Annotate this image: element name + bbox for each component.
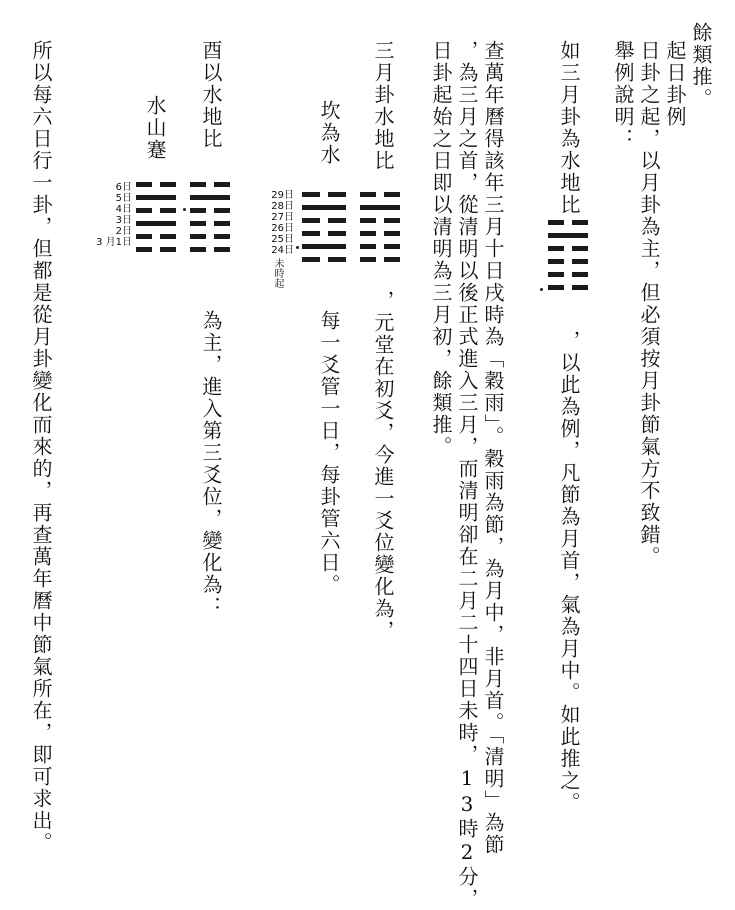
date-label: 4日 <box>115 204 132 215</box>
text-column-7: 查萬年曆得該年三月十日戌時為「穀雨」。穀雨為節，為月中，非月首。「清明」為節 <box>481 40 505 856</box>
text-column-3: 日卦之起，以月卦為主，但必須按月卦節氣方不致錯。 <box>637 40 661 568</box>
marker-dot <box>540 288 543 291</box>
hexagram-bi-3-icon <box>190 182 230 254</box>
hexagram-jian-icon <box>136 182 176 254</box>
hexagram-kan-icon <box>302 192 346 264</box>
text-column-11: ，元堂在初爻，今進一爻位變化為， <box>371 290 395 642</box>
date-label: 5日 <box>115 193 132 204</box>
date-label: 3 月1日 <box>96 237 132 248</box>
text-column-17: 所以每六日行一卦，但都是從月卦變化而來的，再查萬年曆中節氣所在，即可求出。 <box>29 40 53 854</box>
text-column-16: 水山蹇 <box>143 95 167 161</box>
text-column-15: 為主，進入第三爻位，變化為： <box>199 310 223 618</box>
date-note: 未時起 <box>272 258 283 288</box>
text-column-10: 三月卦水地比 <box>371 40 395 172</box>
hexagram-bi-icon <box>548 220 588 292</box>
date-label: 2日 <box>115 226 132 237</box>
date-label: 29日 <box>271 190 294 201</box>
text-column-5: 如三月卦為水地比 <box>557 40 581 216</box>
text-column-9: 日卦起始之日即以清明為三月初，餘類推。 <box>429 40 453 458</box>
text-column-14: 酉以水地比 <box>199 40 223 150</box>
text-column-8: ，為三月之首，從清明以後正式進入三月，而清明卻在二月二十四日未時，13時2分， <box>455 40 479 910</box>
date-label: 26日 <box>271 223 294 234</box>
date-labels-right <box>262 190 294 256</box>
date-label: 24日 <box>271 245 294 256</box>
marker-dot <box>183 208 186 211</box>
date-label: 27日 <box>271 212 294 223</box>
text-column-4: 舉例說明： <box>611 40 635 150</box>
section-heading: 起日卦例 <box>663 40 687 128</box>
date-label: 3日 <box>115 215 132 226</box>
date-label: 28日 <box>271 201 294 212</box>
date-label: 6日 <box>115 182 132 193</box>
date-label: 25日 <box>271 234 294 245</box>
text-column-12: 坎為水 <box>317 100 341 166</box>
date-labels-left <box>88 182 132 248</box>
text-column-6: ，以此為例，凡節為月首，氣為月中。如此推之。 <box>557 330 581 814</box>
hexagram-bi-2-icon <box>360 192 400 264</box>
text-column-13: 每一爻管一日，每卦管六日。 <box>317 310 341 596</box>
text-column-1: 餘類推。 <box>689 22 713 110</box>
marker-dot <box>296 246 299 249</box>
